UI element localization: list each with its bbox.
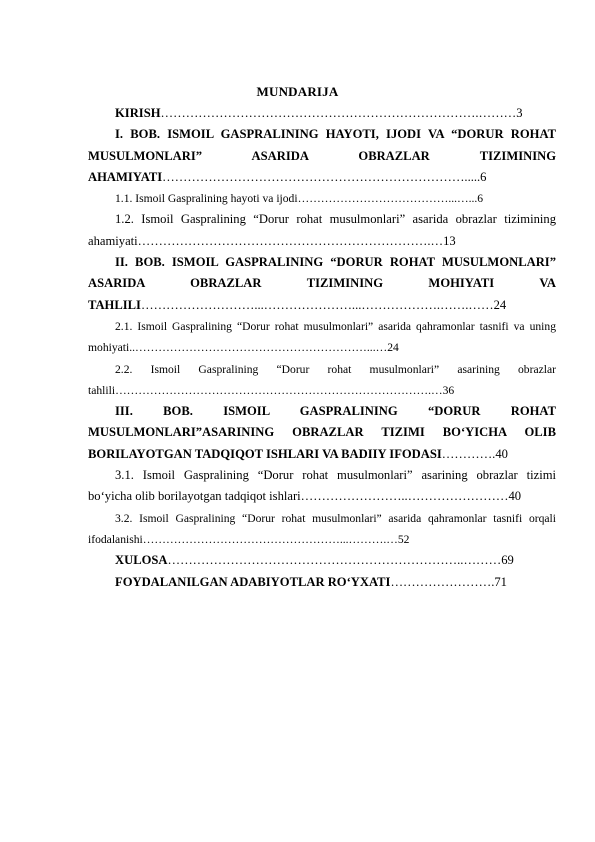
toc-page-number: 6 — [477, 192, 484, 206]
toc-entry-3-1[interactable] — [88, 465, 556, 508]
toc-leader-dots: ………………………………………………………………..... — [162, 169, 481, 184]
toc-leader-dots: ……………………..…………………… — [300, 489, 509, 504]
toc-page-number: 6 — [480, 169, 487, 184]
toc-entry-title: III. BOB. ISMOIL GASPRALINING “DORUR ROHAT MUSULMONLARI”ASARINING OBRAZLAR TIZIMI BO‘YICHA OLIB BORILAYOTGAN TADQIQOT ISHLARI VA BADIIY IFODASI — [88, 404, 556, 461]
toc-entry-2-1[interactable] — [88, 316, 556, 359]
toc-page-number: 52 — [397, 532, 410, 546]
toc-page-number: 71 — [494, 574, 507, 589]
toc-leader-dots: ……………………………………………………………………….… — [115, 383, 443, 397]
toc-entry-2-2[interactable] — [88, 359, 556, 402]
toc-leader-dots: …………………………………...…... — [297, 192, 478, 206]
toc-leader-dots: …………. — [441, 446, 496, 461]
toc-entry-kirish[interactable] — [88, 103, 556, 124]
toc-entry-references[interactable] — [88, 572, 556, 593]
toc-page-number: 24 — [387, 341, 399, 355]
toc-entry-xulosa[interactable] — [88, 550, 556, 571]
toc-entry-title: 2.1. Ismoil Gaspralining “Dorur rohat musulmonlari” asarida qahramonlar tasnifi va uning mohiyati — [88, 319, 556, 355]
toc-page-number: 40 — [495, 446, 508, 461]
toc-page-number: 24 — [493, 297, 507, 312]
toc-leader-dots: ………………………...…………………...……………….…….…… — [140, 297, 494, 312]
toc-leader-dots: …………………………………………………………….… — [137, 233, 444, 248]
toc-page-number: 3 — [516, 106, 523, 120]
toc-page-number: 40 — [508, 489, 522, 504]
toc-entry-chapter-1[interactable] — [88, 124, 556, 188]
toc-leader-dots: ……………………. — [390, 574, 495, 589]
toc-entry-title: 1.2. Ismoil Gaspralining “Dorur rohat musulmonlari” asarida obrazlar tizimining ahamiyati — [88, 212, 556, 248]
toc-entry-title: 1.1. Ismoil Gaspralining hayoti va ijodi — [115, 192, 298, 206]
toc-entry-title: II. BOB. ISMOIL GASPRALINING “DORUR ROHAT MUSULMONLARI” ASARIDA OBRAZLAR TIZIMINING MOHIYATI VA TAHLILI — [88, 255, 556, 312]
toc-page-number: 36 — [442, 383, 455, 397]
toc-entry-3-2[interactable] — [88, 508, 556, 551]
toc-entry-title: 3.1. Ismoil Gaspralining “Dorur rohat musulmonlari” asarining obrazlar tizimi bo‘yicha olib borilayotgan tadqiqot ishlari — [88, 468, 556, 504]
toc-entry-1-2[interactable] — [88, 209, 556, 252]
toc-entry-title: 2.2. Ismoil Gaspralining “Dorur rohat musulmonlari” asarining obrazlar tahlili — [88, 362, 556, 397]
toc-entry-1-1[interactable] — [88, 188, 556, 209]
toc-leader-dots: ..……………………………………………………...… — [129, 341, 388, 355]
toc-entry-title: XULOSA — [115, 553, 168, 568]
toc-leader-dots: ………………………………………………………………….……… — [160, 106, 517, 120]
toc-leader-dots: ……………………………………………………………..……… — [167, 553, 502, 568]
toc-entry-title: FOYDALANILGAN ADABIYOTLAR RO‘YXATI — [115, 574, 391, 589]
table-of-contents — [88, 103, 556, 593]
toc-page-number: 69 — [501, 553, 514, 568]
toc-page-number: 13 — [443, 233, 456, 248]
toc-leader-dots: ……………………………………………...……….… — [142, 532, 398, 546]
toc-entry-chapter-3[interactable] — [88, 401, 556, 465]
toc-entry-title: I. BOB. ISMOIL GASPRALINING HAYOTI, IJODI VA “DORUR ROHAT MUSULMONLARI” ASARIDA OBRAZLAR TIZIMINING AHAMIYATI — [88, 127, 556, 184]
toc-entry-title: KIRISH — [115, 106, 161, 120]
toc-heading: MUNDARIJA — [256, 84, 339, 99]
toc-entry-title: 3.2. Ismoil Gaspralining “Dorur rohat musulmonlari” asarida qahramonlar tasnifi orqali ifodalanishi — [88, 511, 556, 546]
toc-entry-chapter-2[interactable] — [88, 252, 556, 316]
